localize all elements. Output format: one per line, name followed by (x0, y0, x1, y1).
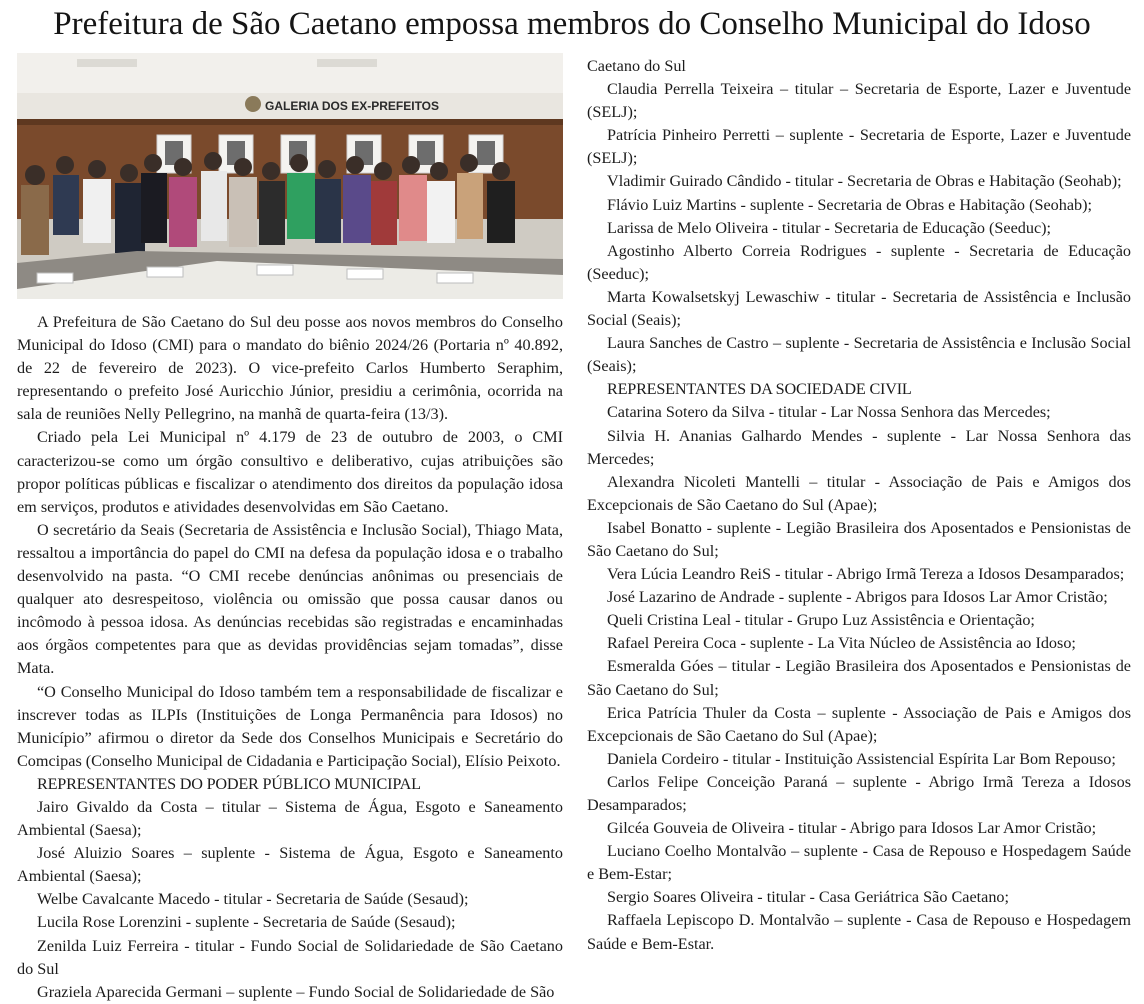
member-entry: Erica Patrícia Thuler da Costa – suplente - Associação de Pais e Amigos dos Excepcionais de São Caetano do Sul (Apae); (587, 703, 1131, 745)
headline: Prefeitura de São Caetano empossa membros do Conselho Municipal do Idoso (53, 6, 1091, 42)
member-entry: Marta Kowalsetskyj Lewaschiw - titular - Secretaria de Assistência e Inclusão Social (Seais); (587, 287, 1131, 330)
member-entry: José Aluizio Soares – suplente - Sistema de Água, Esgoto e Saneamento Ambiental (Saesa); (17, 844, 563, 886)
member-entry: Graziela Aparecida Germani – suplente – Fundo Social de Solidariedade de São (37, 982, 555, 1001)
member-entry: Daniela Cordeiro - titular - Instituição Assistencial Espírita Lar Bom Repouso; (607, 749, 1116, 768)
paragraph-director-quote: “O Conselho Municipal do Idoso também tem a responsabilidade de fiscalizar e inscrever todas as ILPIs (Instituições de Longa Permanência para Idosos) no Município” afirmou o diretor da Sede dos Conselhos Municipais e Secretário do Comcipas (Conselho Municipal de Cidadania e Participação Social), Elísio Peixoto. (17, 682, 563, 770)
member-entry: Isabel Bonatto - suplente - Legião Brasileira dos Aposentados e Pensionistas de São Caetano do Sul; (587, 518, 1131, 560)
member-entry: Welbe Cavalcante Macedo - titular - Secretaria de Saúde (Sesaud); (37, 890, 469, 909)
member-entry: Patrícia Pinheiro Perretti – suplente - Secretaria de Esporte, Lazer e Juventude (SELJ); (587, 126, 1131, 168)
member-entry: Carlos Felipe Conceição Paraná – suplente - Abrigo Irmã Tereza a Idosos Desamparados; (587, 772, 1131, 814)
paragraph-secretary-quote: O secretário da Seais (Secretaria de Assistência e Inclusão Social), Thiago Mata, ressaltou a importância do papel do CMI na defesa da população idosa e o trabalho desenvolvido na pasta. “O CMI recebe denúncias anônimas ou presenciais de qualquer ato desrespeitoso, violência ou omissão que possa causar danos ou incômodo à pessoa idosa. As denúncias recebidas são registradas e encaminhadas aos órgãos competentes para que as devidas providências sejam tomadas”, disse Mata. (17, 520, 563, 678)
member-entry: Sergio Soares Oliveira - titular - Casa Geriátrica São Caetano; (607, 888, 1010, 907)
emblem-icon (245, 96, 261, 112)
member-entry: Esmeralda Góes – titular - Legião Brasileira dos Aposentados e Pensionistas de São Caetano do Sul; (587, 657, 1131, 699)
paragraph-intro: A Prefeitura de São Caetano do Sul deu posse aos novos membros do Conselho Municipal do Idoso (CMI) para o mandato do biênio 2024/26 (Portaria nº 40.892, de 22 de fevereiro de 2023). O vice-prefeito Carlos Humberto Seraphim, representando o prefeito José Auricchio Júnior, presidiu a cerimônia, ocorrida na sala de reuniões Nelly Pellegrino, na manhã de quarta-feira (13/3). (17, 313, 563, 424)
member-entry: Lucila Rose Lorenzini - suplente - Secretaria de Saúde (Sesaud); (37, 913, 456, 932)
member-entry: José Lazarino de Andrade - suplente - Abrigos para Idosos Lar Amor Cristão; (607, 588, 1108, 607)
article-right-column (587, 55, 1131, 956)
member-entry: Zenilda Luiz Ferreira - titular - Fundo Social de Solidariedade de São Caetano do Sul (17, 936, 563, 978)
article-left-column (17, 311, 563, 1004)
member-entry: Catarina Sotero da Silva - titular - Lar Nossa Senhora das Mercedes; (607, 403, 1051, 422)
member-entry: Queli Cristina Leal - titular - Grupo Luz Assistência e Orientação; (607, 611, 1035, 630)
member-entry: Vladimir Guirado Cândido - titular - Secretaria de Obras e Habitação (Seohab); (607, 172, 1122, 191)
gallery-sign: GALERIA DOS EX-PREFEITOS (265, 99, 440, 113)
people-group (21, 152, 515, 255)
group-photo-illustration (17, 53, 563, 299)
member-entry: Luciano Coelho Montalvão – suplente - Casa de Repouso e Hospedagem Saúde e Bem-Estar; (587, 842, 1131, 884)
member-entry: Rafael Pereira Coca - suplente - La Vita Núcleo de Assistência ao Idoso; (607, 634, 1076, 653)
member-entry: Claudia Perrella Teixeira – titular – Secretaria de Esporte, Lazer e Juventude (SELJ); (587, 80, 1131, 122)
member-entry: Jairo Givaldo da Costa – titular – Sistema de Água, Esgoto e Saneamento Ambiental (Saesa); (17, 797, 563, 840)
member-entry: Laura Sanches de Castro – suplente - Secretaria de Assistência e Inclusão Social (Seais); (587, 334, 1131, 376)
member-entry: Silvia H. Ananias Galhardo Mendes - suplente - Lar Nossa Senhora das Mercedes; (587, 426, 1131, 468)
group-photo (17, 53, 563, 299)
member-entry: Agostinho Alberto Correia Rodrigues - suplente - Secretaria de Educação (Seeduc); (587, 241, 1131, 283)
member-entry: Larissa de Melo Oliveira - titular - Secretaria de Educação (Seeduc); (607, 218, 1052, 237)
member-entry: Vera Lúcia Leandro ReiS - titular - Abrigo Irmã Tereza a Idosos Desamparados; (607, 565, 1125, 584)
section-heading-public: REPRESENTANTES DO PODER PÚBLICO MUNICIPAL (37, 774, 421, 793)
member-entry: Gilcéa Gouveia de Oliveira - titular - Abrigo para Idosos Lar Amor Cristão; (607, 819, 1097, 838)
member-entry: Flávio Luiz Martins - suplente - Secretaria de Obras e Habitação (Seohab); (607, 195, 1093, 214)
paragraph-law: Criado pela Lei Municipal nº 4.179 de 23 de outubro de 2003, o CMI caracterizou-se como um órgão consultivo e deliberativo, cujas atribuições são propor políticas públicas e fiscalizar o atendimento dos direitos da população idosa em serviços, produtos e atividades desenvolvidas em São Caetano. (17, 428, 563, 516)
section-heading-civil: REPRESENTANTES DA SOCIEDADE CIVIL (607, 380, 912, 399)
member-entry: Raffaela Lepiscopo D. Montalvão – suplente - Casa de Repouso e Hospedagem Saúde e Bem-Estar. (587, 911, 1131, 953)
member-entry: Alexandra Nicoleti Mantelli – titular - Associação de Pais e Amigos dos Excepcionais de São Caetano do Sul (Apae); (587, 472, 1131, 514)
member-entry-continuation: Caetano do Sul (587, 57, 686, 75)
